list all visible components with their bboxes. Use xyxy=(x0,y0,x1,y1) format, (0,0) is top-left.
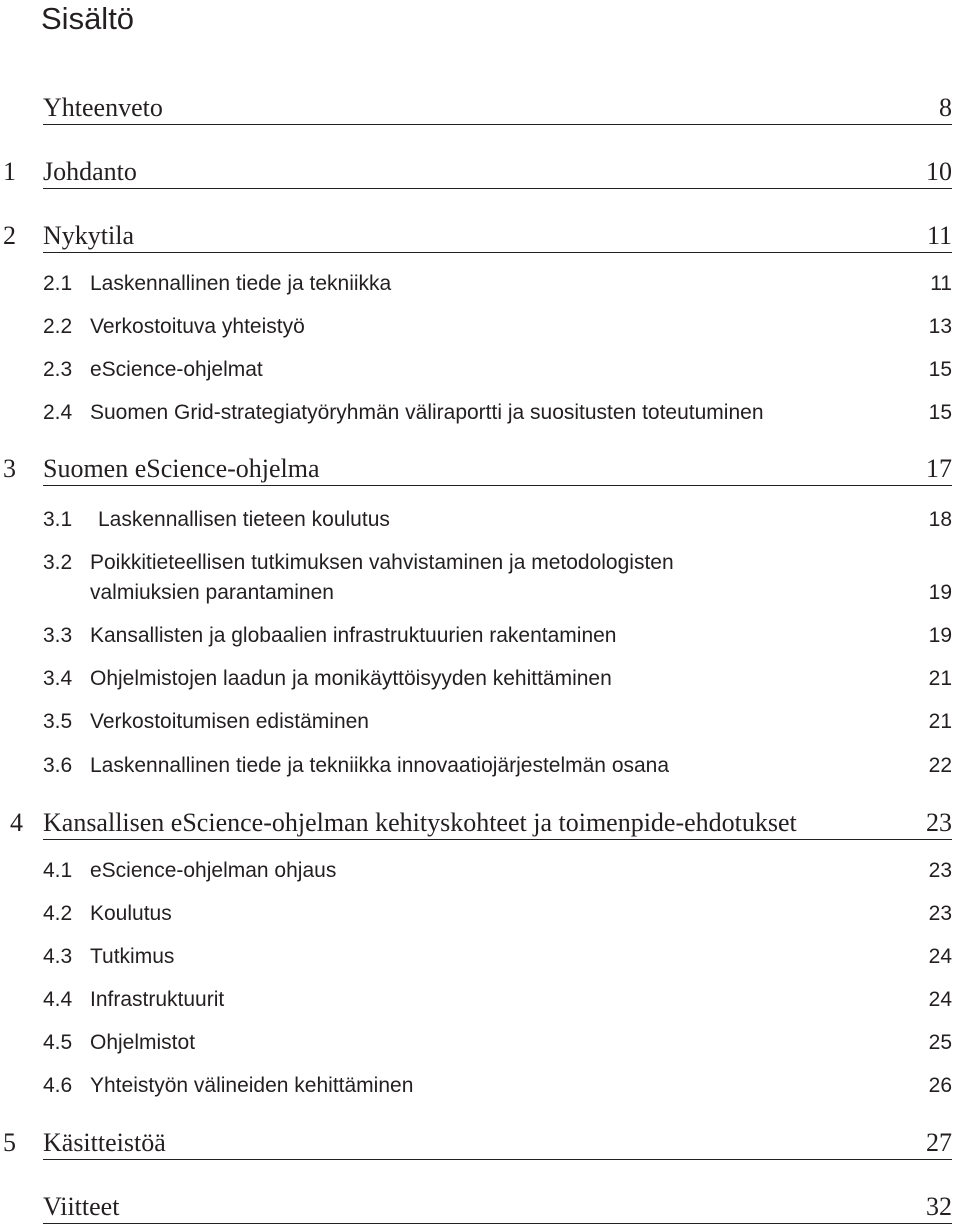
chapter-label: Viitteet xyxy=(43,1192,120,1221)
section-label-continued: valmiuksien parantaminen xyxy=(90,581,334,604)
page-number: 10 xyxy=(926,157,952,186)
page-number: 25 xyxy=(928,1031,952,1054)
section-number: 4.6 xyxy=(43,1074,73,1097)
page-number: 17 xyxy=(926,454,952,483)
section-label: Koulutus xyxy=(90,902,172,925)
chapter-number: 2 xyxy=(3,221,16,250)
divider xyxy=(43,188,952,189)
chapter-label: Käsitteistöä xyxy=(43,1128,166,1157)
page-number: 22 xyxy=(928,754,952,777)
section-number: 3.6 xyxy=(43,754,73,777)
section-label: eScience-ohjelmat xyxy=(90,358,263,381)
section-label: Yhteistyön välineiden kehittäminen xyxy=(90,1074,414,1097)
section-label: eScience-ohjelman ohjaus xyxy=(90,859,337,882)
divider xyxy=(43,839,952,840)
page-number: 18 xyxy=(928,508,952,531)
page-number: 21 xyxy=(928,710,952,733)
section-number: 4.3 xyxy=(43,945,73,968)
page-number: 15 xyxy=(928,401,952,424)
page-number: 11 xyxy=(930,272,952,295)
page-number: 11 xyxy=(926,221,952,250)
page-number: 21 xyxy=(928,667,952,690)
section-number: 3.5 xyxy=(43,710,73,733)
page-number: 19 xyxy=(928,624,952,647)
section-label: Ohjelmistot xyxy=(90,1031,196,1054)
section-number: 2.2 xyxy=(43,315,73,338)
section-label: Laskennallinen tiede ja tekniikka xyxy=(90,272,392,295)
divider xyxy=(43,485,952,486)
chapter-label: Yhteenveto xyxy=(43,93,163,122)
page-number: 24 xyxy=(928,945,952,968)
section-number: 2.4 xyxy=(43,401,73,424)
section-number: 3.2 xyxy=(43,551,73,574)
section-label: Verkostoituva yhteistyö xyxy=(90,315,305,338)
chapter-label: Suomen eScience-ohjelma xyxy=(43,454,320,483)
divider xyxy=(43,1223,952,1224)
section-label: Verkostoitumisen edistäminen xyxy=(90,710,369,733)
chapter-label: Kansallisen eScience-ohjelman kehityskohteet ja toimenpide-ehdotukset xyxy=(43,808,797,837)
section-number: 3.1 xyxy=(43,508,73,531)
chapter-number: 1 xyxy=(3,157,16,186)
section-label: Poikkitieteellisen tutkimuksen vahvistaminen ja metodologisten xyxy=(90,551,674,574)
section-label: Ohjelmistojen laadun ja monikäyttöisyyden kehittäminen xyxy=(90,667,612,690)
section-label: Laskennallisen tieteen koulutus xyxy=(98,508,390,531)
section-number: 3.3 xyxy=(43,624,73,647)
section-label: Infrastruktuurit xyxy=(90,988,225,1011)
chapter-number: 3 xyxy=(3,454,16,483)
section-number: 2.3 xyxy=(43,358,73,381)
page-number: 19 xyxy=(928,581,952,604)
page-number: 32 xyxy=(926,1192,952,1221)
chapter-number: 4 xyxy=(10,808,23,837)
page-number: 13 xyxy=(928,315,952,338)
section-number: 4.4 xyxy=(43,988,73,1011)
page-number: 8 xyxy=(939,93,952,122)
page-number: 23 xyxy=(928,902,952,925)
page-number: 23 xyxy=(926,808,952,837)
section-number: 4.2 xyxy=(43,902,73,925)
section-number: 4.1 xyxy=(43,859,73,882)
chapter-number: 5 xyxy=(3,1128,16,1157)
page-number: 15 xyxy=(928,358,952,381)
chapter-label: Johdanto xyxy=(43,157,137,186)
section-number: 3.4 xyxy=(43,667,73,690)
divider xyxy=(43,1159,952,1160)
page-number: 27 xyxy=(926,1128,952,1157)
page-number: 26 xyxy=(928,1074,952,1097)
page-title: Sisältö xyxy=(41,1,135,36)
page-number: 23 xyxy=(928,859,952,882)
section-number: 2.1 xyxy=(43,272,73,295)
section-label: Kansallisten ja globaalien infrastruktuurien rakentaminen xyxy=(90,624,617,647)
page-number: 24 xyxy=(928,988,952,1011)
section-label: Suomen Grid-strategiatyöryhmän väliraportti ja suositusten toteutuminen xyxy=(90,401,764,424)
divider xyxy=(43,252,952,253)
section-label: Tutkimus xyxy=(90,945,175,968)
section-label: Laskennallinen tiede ja tekniikka innovaatiojärjestelmän osana xyxy=(90,754,670,777)
divider xyxy=(43,124,952,125)
chapter-label: Nykytila xyxy=(43,221,134,250)
section-number: 4.5 xyxy=(43,1031,73,1054)
